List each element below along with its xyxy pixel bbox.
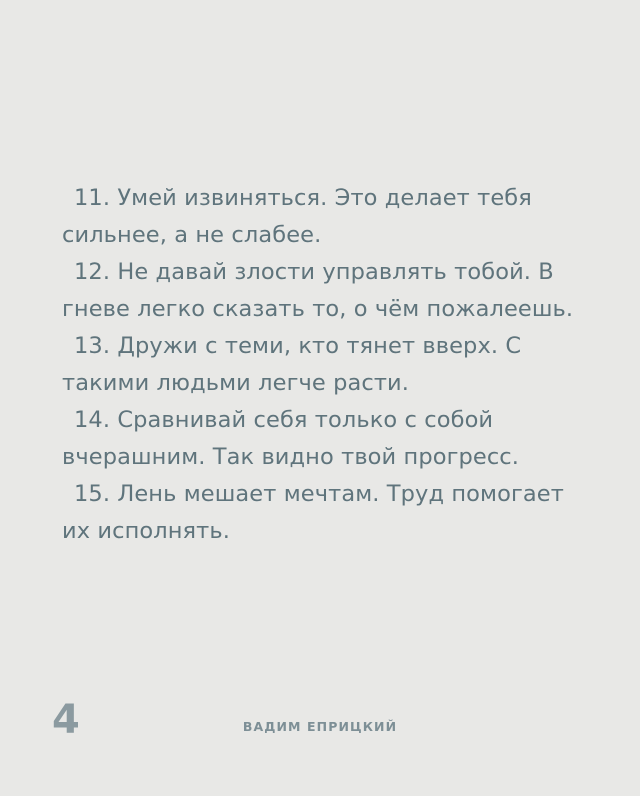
tips-list — [62, 180, 582, 550]
list-item: 15. Лень мешает мечтам. Труд помогает их исполнять. — [62, 481, 564, 544]
list-item: 11. Умей извиняться. Это делает тебя сильнее, а не слабее. — [62, 185, 532, 248]
list-item: 12. Не давай злости управлять тобой. В гневе легко сказать то, о чём пожалеешь. — [62, 259, 574, 322]
page-number: 4 — [52, 697, 80, 743]
author-name: ВАДИМ ЕПРИЦКИЙ — [242, 719, 398, 734]
list-item: 13. Дружи с теми, кто тянет вверх. С такими людьми легче расти. — [62, 333, 522, 396]
page-footer — [0, 686, 640, 796]
list-item: 14. Сравнивай себя только с собой вчерашним. Так видно твой прогресс. — [62, 407, 520, 470]
